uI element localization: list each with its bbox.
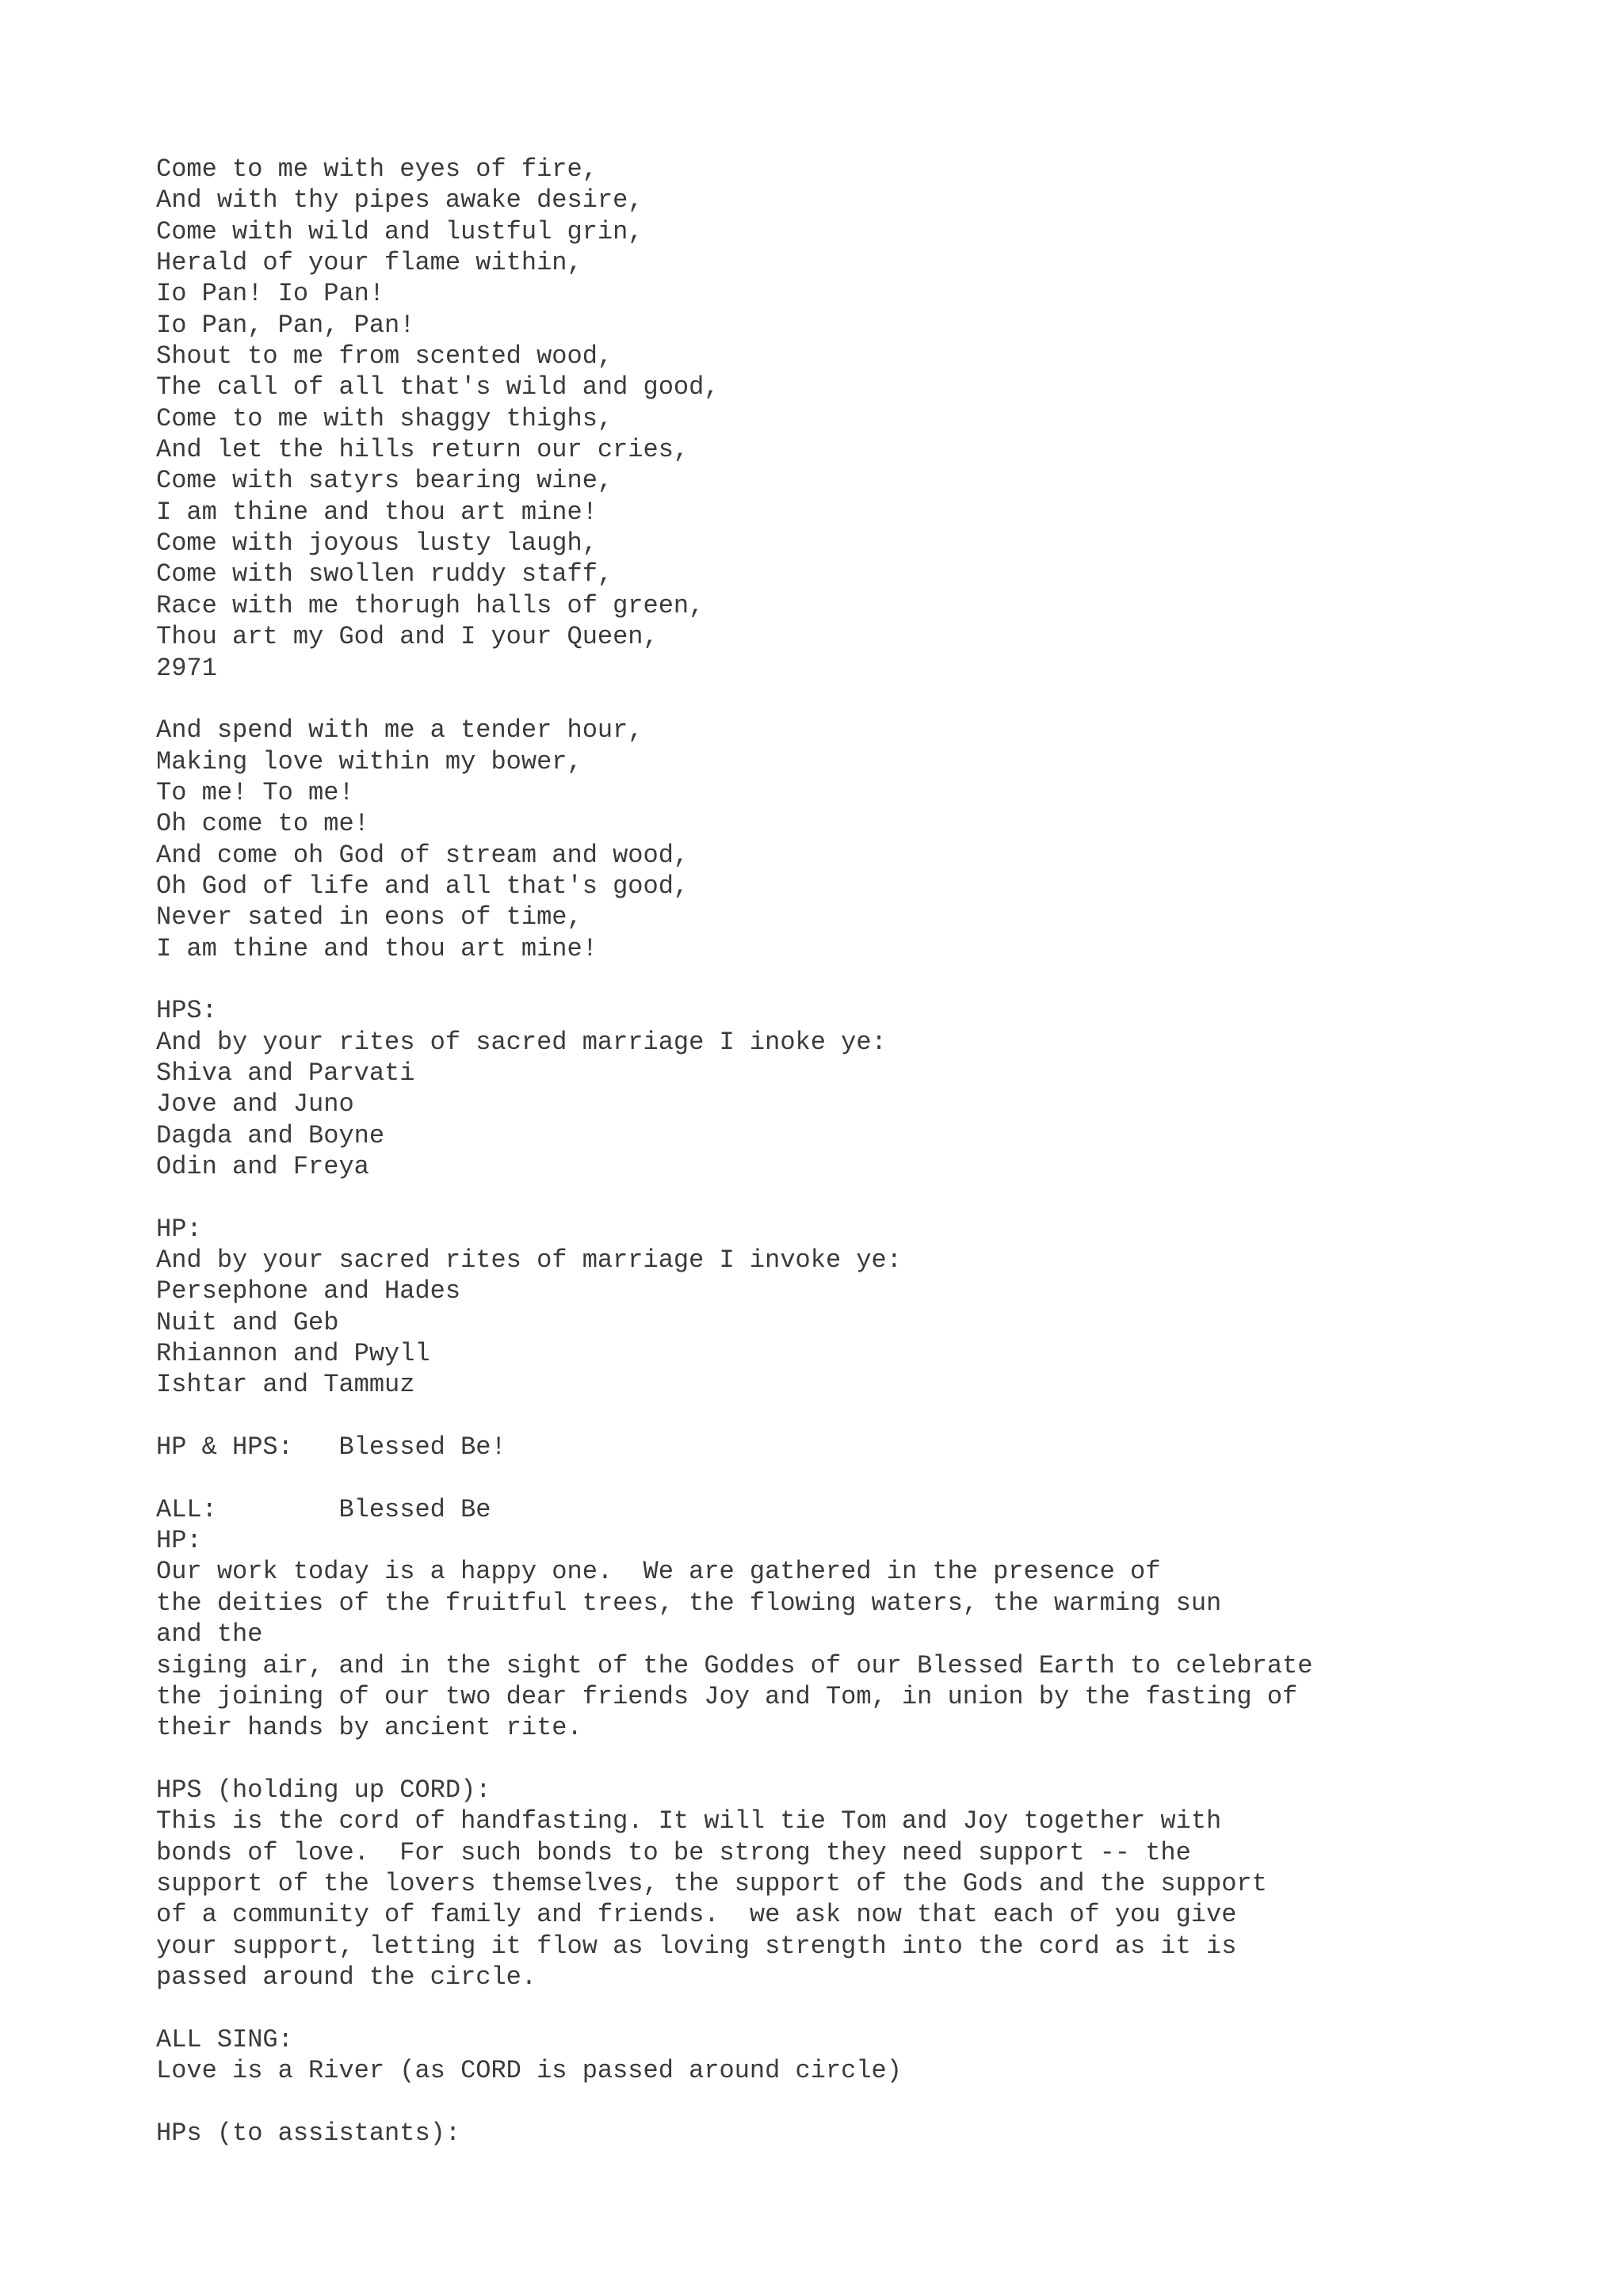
text-line: Oh come to me! [156, 809, 369, 839]
text-line: HP: [156, 1214, 202, 1244]
blank-line [156, 2086, 1583, 2117]
text-line: HP: [156, 1526, 202, 1556]
text-line: Persephone and Hades [156, 1276, 461, 1306]
blank-line [156, 964, 1583, 995]
text-line: HP & HPS: Blessed Be! [156, 1432, 506, 1463]
text-line: Love is a River (as CORD is passed around circle) [156, 2055, 902, 2085]
text-line: the deities of the fruitful trees, the flowing waters, the warming sun [156, 1588, 1222, 1618]
blank-line [156, 1993, 1583, 2023]
text-line: ALL SING: [156, 2024, 293, 2054]
text-line: And let the hills return our cries, [156, 435, 689, 465]
text-line: Making love within my bower, [156, 746, 582, 776]
text-line: Come to me with eyes of fire, [156, 154, 598, 184]
blank-line [156, 684, 1583, 715]
text-line: Come with satyrs bearing wine, [156, 466, 613, 496]
text-line: passed around the circle. [156, 1962, 537, 1992]
text-line: Odin and Freya [156, 1152, 369, 1181]
text-line: To me! To me! [156, 777, 354, 807]
text-line: Come with wild and lustful grin, [156, 216, 643, 246]
text-line: HPs (to assistants): [156, 2118, 461, 2148]
document-text [156, 154, 1583, 2149]
text-line: and the [156, 1619, 263, 1650]
text-line: Shiva and Parvati [156, 1058, 415, 1088]
text-line: Thou art my God and I your Queen, [156, 622, 659, 652]
text-line: This is the cord of handfasting. It will tie Tom and Joy together with [156, 1806, 1222, 1836]
text-line: Oh God of life and all that's good, [156, 871, 689, 901]
text-line: Jove and Juno [156, 1089, 354, 1119]
text-line: 2971 [156, 653, 217, 683]
text-line: The call of all that's wild and good, [156, 372, 720, 402]
text-line: And by your sacred rites of marriage I invoke ye: [156, 1245, 902, 1276]
text-line: I am thine and thou art mine! [156, 933, 598, 963]
text-line: siging air, and in the sight of the Goddes of our Blessed Earth to celebrate [156, 1650, 1313, 1680]
text-line: the joining of our two dear friends Joy and Tom, in union by the fasting of [156, 1681, 1298, 1711]
text-line: support of the lovers themselves, the support of the Gods and the support [156, 1868, 1267, 1898]
blank-line [156, 1401, 1583, 1432]
text-line: Herald of your flame within, [156, 248, 582, 278]
text-line: Come to me with shaggy thighs, [156, 403, 613, 433]
text-line: Nuit and Geb [156, 1307, 339, 1337]
text-line: Come with joyous lusty laugh, [156, 528, 598, 559]
text-line: Our work today is a happy one. We are gathered in the presence of [156, 1557, 1161, 1587]
text-line: Dagda and Boyne [156, 1120, 385, 1150]
text-line: Rhiannon and Pwyll [156, 1339, 430, 1369]
text-line: ALL: Blessed Be [156, 1494, 491, 1524]
text-line: And with thy pipes awake desire, [156, 185, 643, 215]
blank-line [156, 1744, 1583, 1775]
text-line: bonds of love. For such bonds to be strong they need support -- the [156, 1837, 1191, 1867]
text-line: HPS: [156, 996, 217, 1026]
text-line: Never sated in eons of time, [156, 902, 582, 933]
text-line: Race with me thorugh halls of green, [156, 590, 705, 620]
text-line: their hands by ancient rite. [156, 1713, 582, 1743]
text-line: Shout to me from scented wood, [156, 341, 613, 372]
text-line: I am thine and thou art mine! [156, 497, 598, 527]
text-line: And come oh God of stream and wood, [156, 840, 689, 870]
text-line: Come with swollen ruddy staff, [156, 559, 613, 589]
text-line: And by your rites of sacred marriage I inoke ye: [156, 1027, 887, 1057]
blank-line [156, 1463, 1583, 1493]
text-line: Io Pan! Io Pan! [156, 279, 385, 309]
text-line: of a community of family and friends. we ask now that each of you give [156, 1900, 1237, 1930]
blank-line [156, 1182, 1583, 1213]
text-line: your support, letting it flow as loving strength into the cord as it is [156, 1931, 1237, 1961]
text-line: Ishtar and Tammuz [156, 1370, 415, 1400]
text-line: HPS (holding up CORD): [156, 1775, 491, 1805]
text-line: And spend with me a tender hour, [156, 715, 643, 746]
text-line: Io Pan, Pan, Pan! [156, 310, 415, 340]
